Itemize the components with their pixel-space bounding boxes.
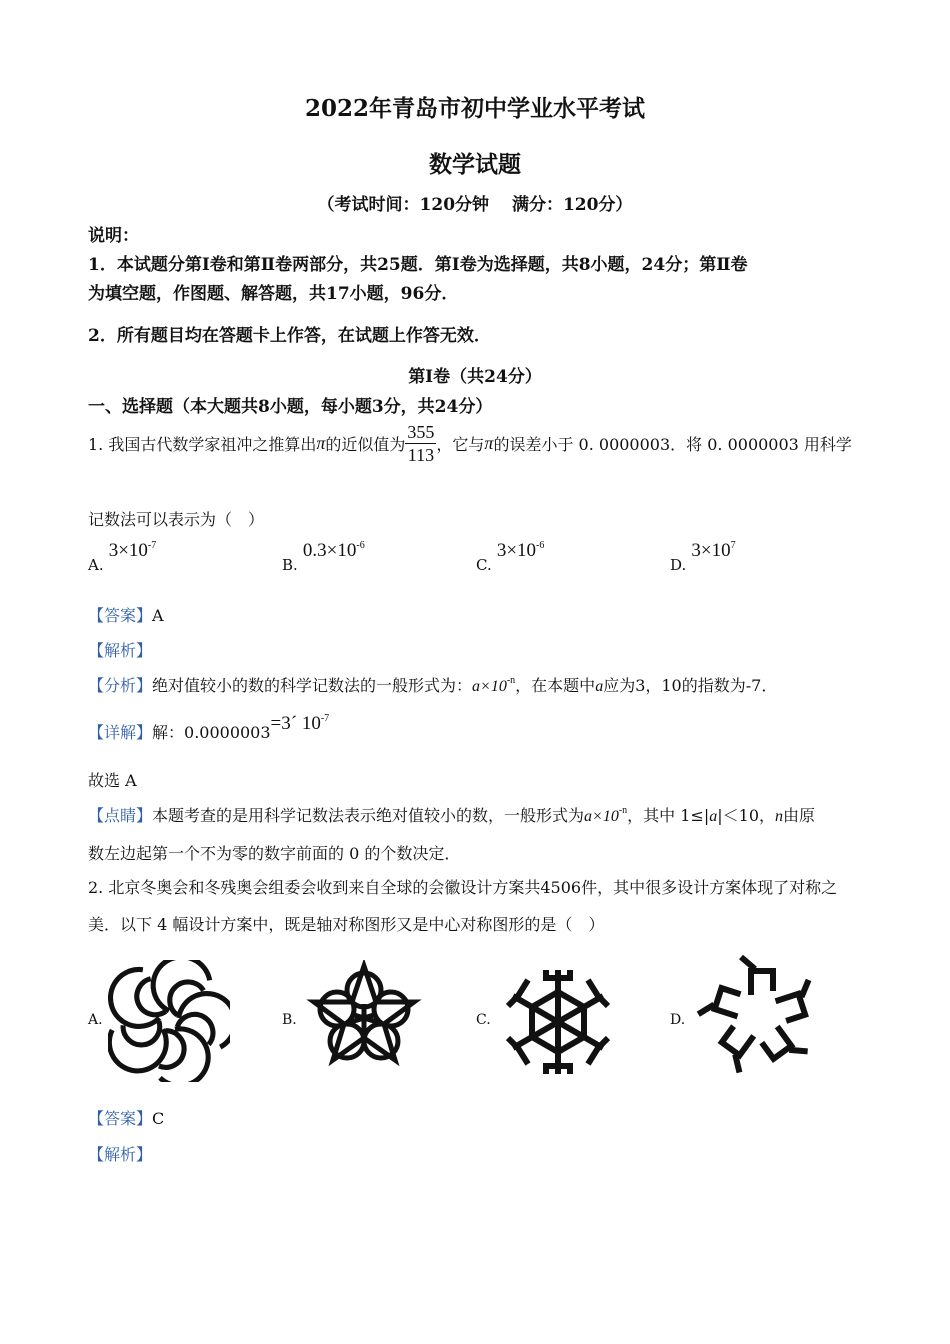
pinwheel-brackets-emblem-icon [694, 948, 824, 1082]
answer-tag: 【答案】 [88, 1109, 153, 1128]
q2-answer [88, 1106, 164, 1129]
answer-value: C [152, 1109, 165, 1128]
q1-analysis-tag: 【解析】 [88, 641, 153, 660]
q1-option-c [476, 540, 545, 574]
fraction-denominator: 113 [407, 444, 435, 465]
q1-dianjing-line2: 数左边起第一个不为零的数字前面的 0 的个数决定． [88, 844, 461, 863]
detail-tag: 【详解】 [88, 723, 153, 742]
option-value: $3\times 10^7$ [691, 540, 736, 561]
dianjing-tag: 【点睛】 [88, 806, 153, 825]
q2-option-d-label: D. [670, 1012, 686, 1028]
q1-text-a: 1. 我国古代数学家祖冲之推算出 [88, 434, 317, 454]
q2-option-a-label: A. [88, 1012, 103, 1028]
q1-text-line2: 记数法可以表示为（ ） [88, 510, 265, 529]
answer-value: A [152, 606, 164, 625]
q1-text-d: 的误差小于 0. 0000003．将 0. 0000003 用科学 [493, 434, 852, 454]
part-title: 第Ⅰ卷（共24分） [408, 367, 542, 387]
q1-option-b [282, 540, 365, 574]
q2-option-c-label: C. [476, 1012, 491, 1028]
q1-fraction [405, 421, 436, 466]
q1-text-line1 [88, 418, 852, 468]
q1-option-a [88, 540, 157, 574]
snowflake-emblem-icon [500, 964, 616, 1080]
q1-text-c: ，它与 [436, 434, 485, 454]
q1-detail: 【详解】解：0.0000003=3´ $10^{-7}$ [88, 713, 330, 742]
q1-conclusion: 故选 A [88, 771, 137, 790]
q2-text-line2: 美．以下 4 幅设计方案中，既是轴对称图形又是中心对称图形的是（ ） [88, 915, 605, 934]
exam-subtitle: 数学试题 [429, 151, 521, 178]
q1-text-b: 的近似值为 [325, 434, 406, 454]
instructions-heading: 说明： [88, 226, 139, 246]
q2-option-b-label: B. [282, 1012, 297, 1028]
option-label: C. [476, 556, 492, 574]
swirl-emblem-icon [108, 960, 230, 1082]
pi-symbol: π [316, 432, 326, 453]
option-value: $0.3\times 10^{-6}$ [302, 540, 365, 561]
star-circles-emblem-icon [306, 960, 422, 1076]
fraction-numerator: 355 [407, 421, 435, 442]
option-label: B. [282, 556, 298, 574]
option-label: D. [670, 556, 687, 574]
option-value: $3\times 10^{-7}$ [108, 540, 157, 561]
section-heading: 一、选择题（本大题共8小题，每小题3分，共24分） [88, 397, 493, 417]
option-value: $3\times 10^{-6}$ [496, 540, 545, 561]
option-label: A. [88, 556, 104, 574]
fenxi-tag: 【分析】 [88, 676, 153, 695]
instructions-item2: 2．所有题目均在答题卡上作答，在试题上作答无效． [88, 326, 491, 346]
q1-answer [88, 603, 164, 626]
pi-symbol: π [484, 432, 494, 453]
instructions-item1-line1: 1．本试题分第Ⅰ卷和第Ⅱ卷两部分，共25题．第Ⅰ卷为选择题，共8小题，24分；第Ⅱ卷 [88, 255, 748, 275]
q2-analysis-tag: 【解析】 [88, 1145, 153, 1164]
q1-option-d [670, 540, 736, 574]
exam-info: （考试时间：120分钟 满分：120分） [317, 195, 633, 215]
q1-dianjing-line1: 【点睛】本题考查的是用科学记数法表示绝对值较小的数，一般形式为$a\times 10^{-n}$，其中 1≤|a|＜10，n由原 [88, 805, 816, 825]
q1-fenxi: 【分析】绝对值较小的数的科学记数法的一般形式为：$a\times 10^{-n}$，在本题中a应为3，10的指数为-7． [88, 675, 778, 695]
q2-text-line1: 2. 北京冬奥会和冬残奥会组委会收到来自全球的会徽设计方案共4506件，其中很多设计方案体现了对称之 [88, 878, 838, 897]
instructions-item1-line2: 为填空题，作图题、解答题，共17小题，96分． [88, 284, 459, 304]
answer-tag: 【答案】 [88, 606, 153, 625]
exam-title: 2022年青岛市初中学业水平考试 [304, 95, 645, 122]
